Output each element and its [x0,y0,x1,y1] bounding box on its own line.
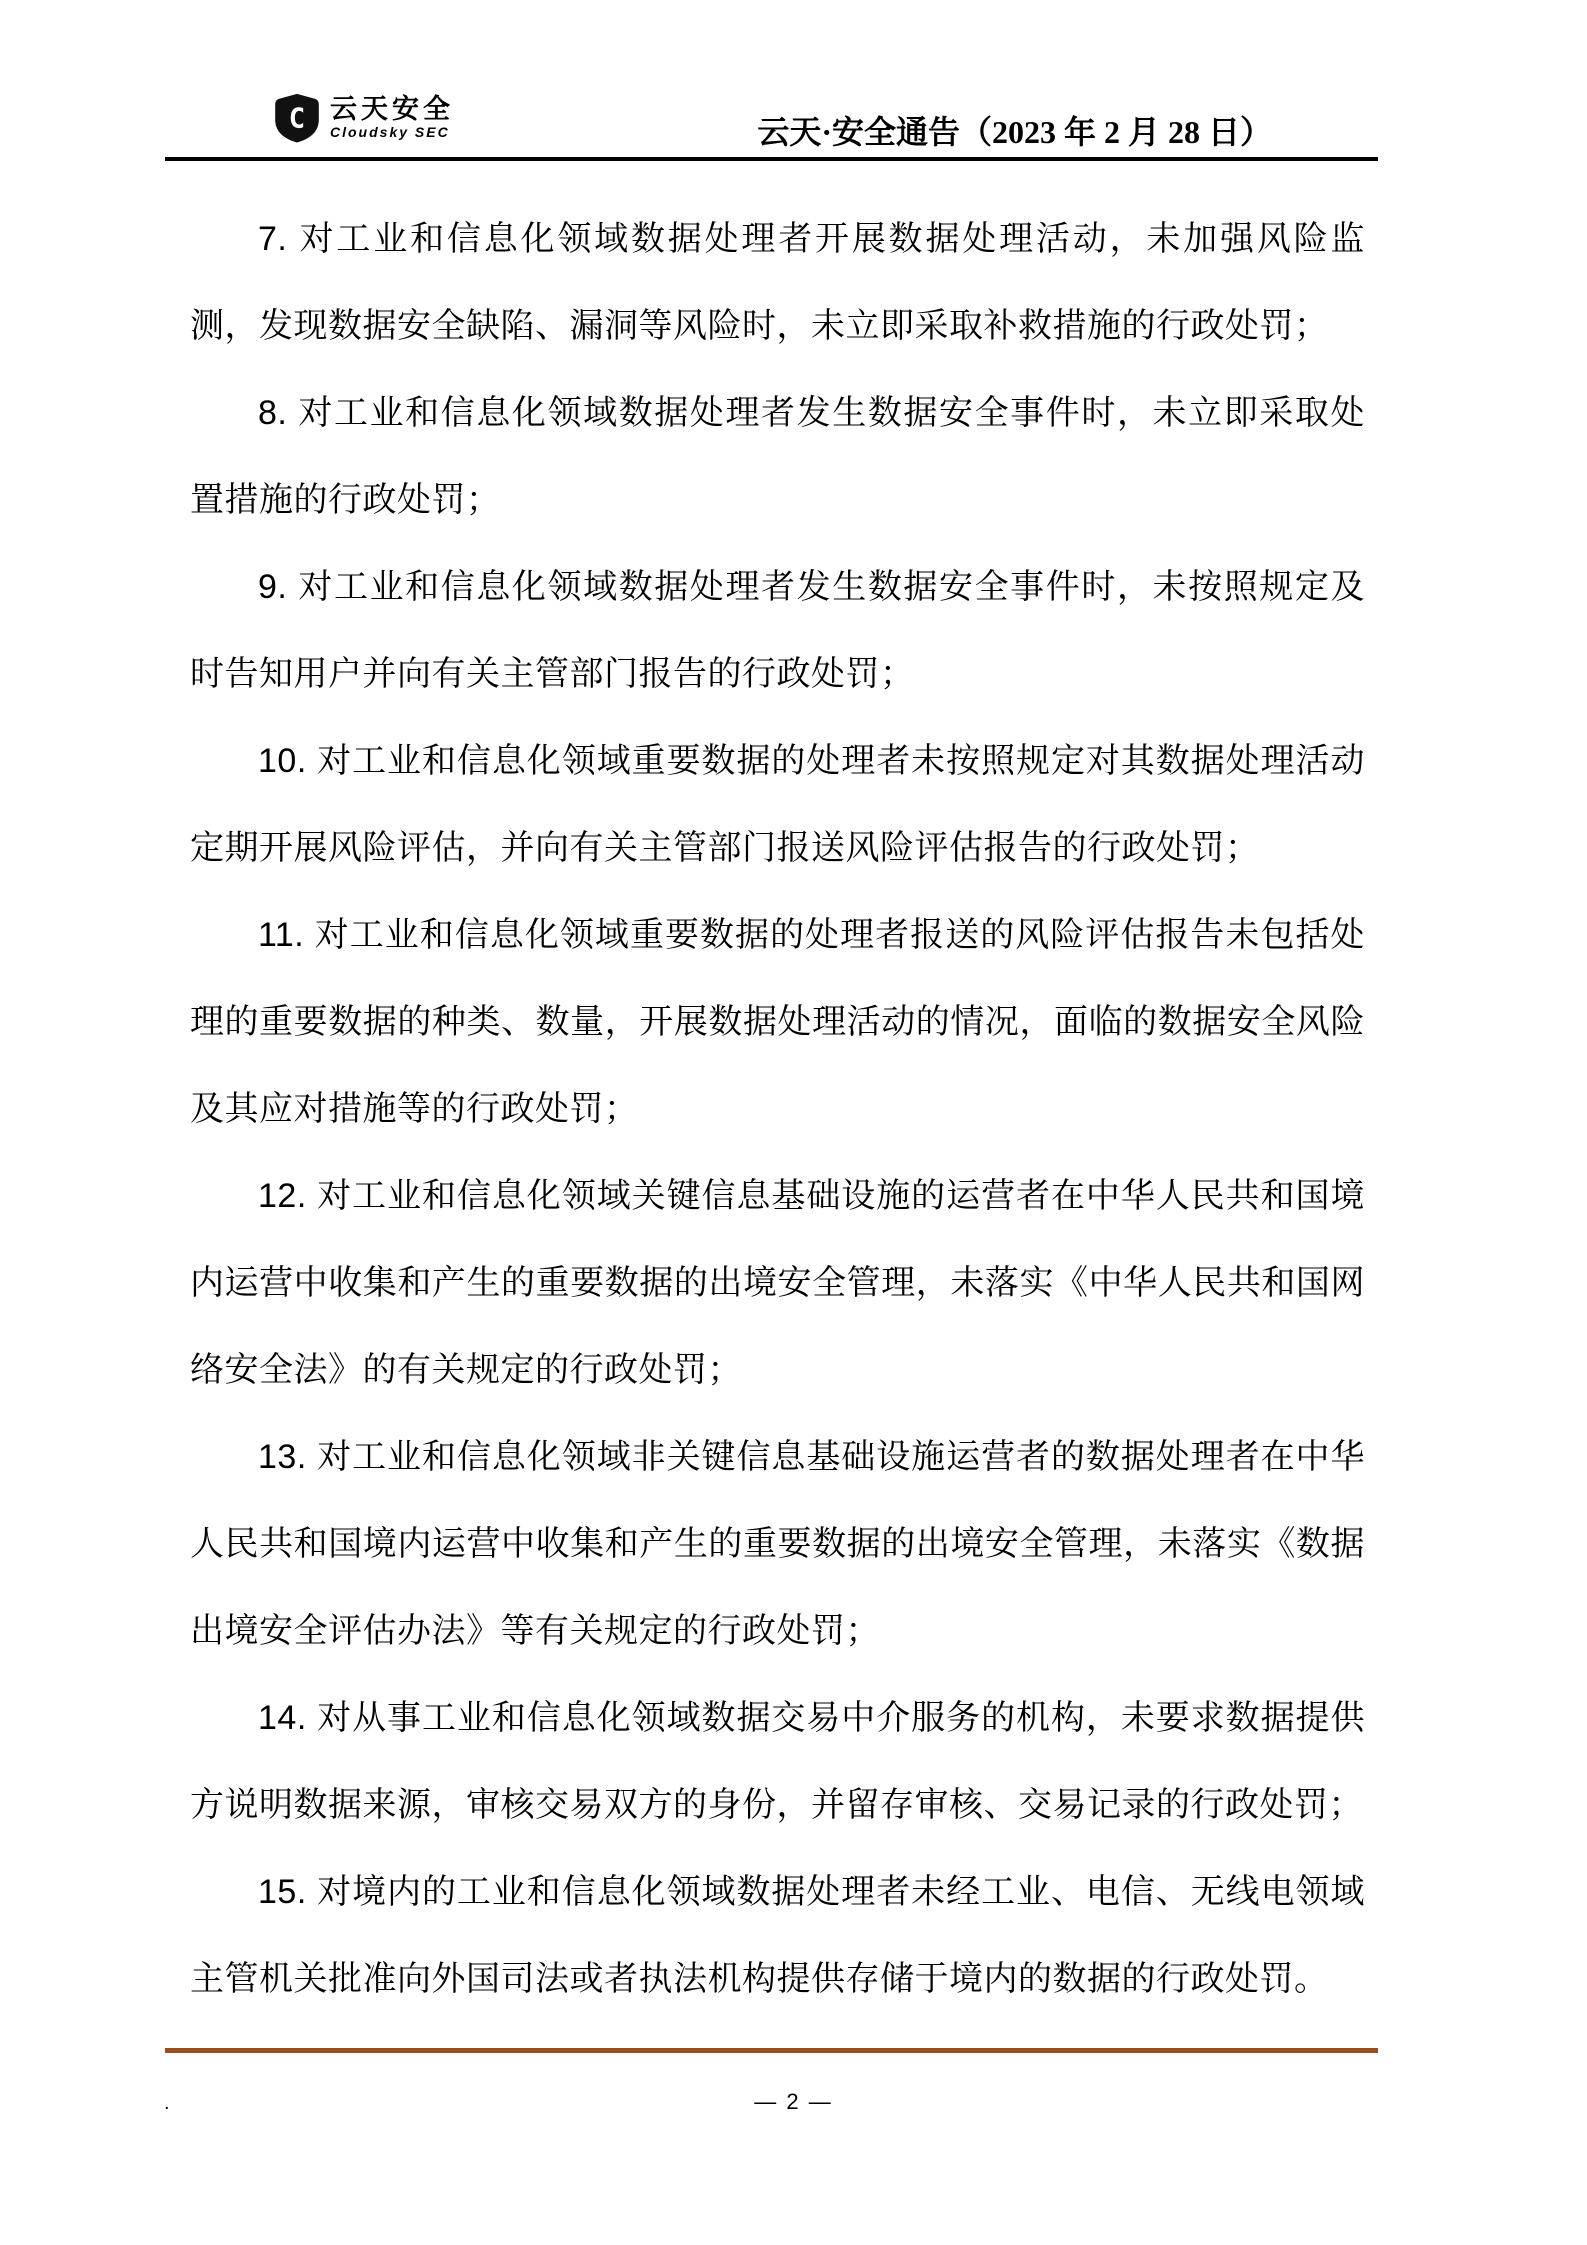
paragraph-item-14: 14. 对从事工业和信息化领域数据交易中介服务的机构，未要求数据提供方说明数据来源，审核交易双方的身份，并留存审核、交易记录的行政处罚； [190,1699,1365,1824]
page-number: — 2 — [754,2089,833,2114]
document-body [190,196,1365,2023]
paragraph-item-13: 13. 对工业和信息化领域非关键信息基础设施运营者的数据处理者在中华人民共和国境内运营中收集和产生的重要数据的出境安全管理，未落实《数据出境安全评估办法》等有关规定的行政处罚； [190,1438,1365,1650]
footer-rule [165,2048,1378,2053]
brand-name-cn: 云天安全 [330,94,454,125]
header-rule [165,157,1378,161]
company-logo [274,93,454,143]
paragraph-item-7: 7. 对工业和信息化领域数据处理者开展数据处理活动，未加强风险监测，发现数据安全缺陷、漏洞等风险时，未立即采取补救措施的行政处罚； [190,220,1365,345]
brand-name-en: Cloudsky SEC [330,123,450,140]
brand-text [330,95,454,140]
paragraph-item-12: 12. 对工业和信息化领域关键信息基础设施的运营者在中华人民共和国境内运营中收集和产生的重要数据的出境安全管理，未落实《中华人民共和国网络安全法》的有关规定的行政处罚； [190,1177,1365,1389]
paragraph-item-11: 11. 对工业和信息化领域重要数据的处理者报送的风险评估报告未包括处理的重要数据的种类、数量，开展数据处理活动的情况，面临的数据安全风险及其应对措施等的行政处罚； [190,916,1365,1128]
bulletin-title: 云天·安全通告（2023 年 2 月 28 日） [757,114,1272,150]
paragraph-item-15: 15. 对境内的工业和信息化领域数据处理者未经工业、电信、无线电领域主管机关批准向外国司法或者执法机构提供存储于境内的数据的行政处罚。 [190,1873,1365,1998]
svg-text:C: C [288,103,306,135]
shield-logo-icon [274,93,320,143]
paragraph-item-8: 8. 对工业和信息化领域数据处理者发生数据安全事件时，未立即采取处置措施的行政处罚； [190,394,1365,519]
footer-left-mark: . [164,2092,170,2114]
paragraph-item-10: 10. 对工业和信息化领域重要数据的处理者未按照规定对其数据处理活动定期开展风险评估，并向有关主管部门报送风险评估报告的行政处罚； [190,742,1365,867]
paragraph-item-9: 9. 对工业和信息化领域数据处理者发生数据安全事件时，未按照规定及时告知用户并向有关主管部门报告的行政处罚； [190,568,1365,693]
